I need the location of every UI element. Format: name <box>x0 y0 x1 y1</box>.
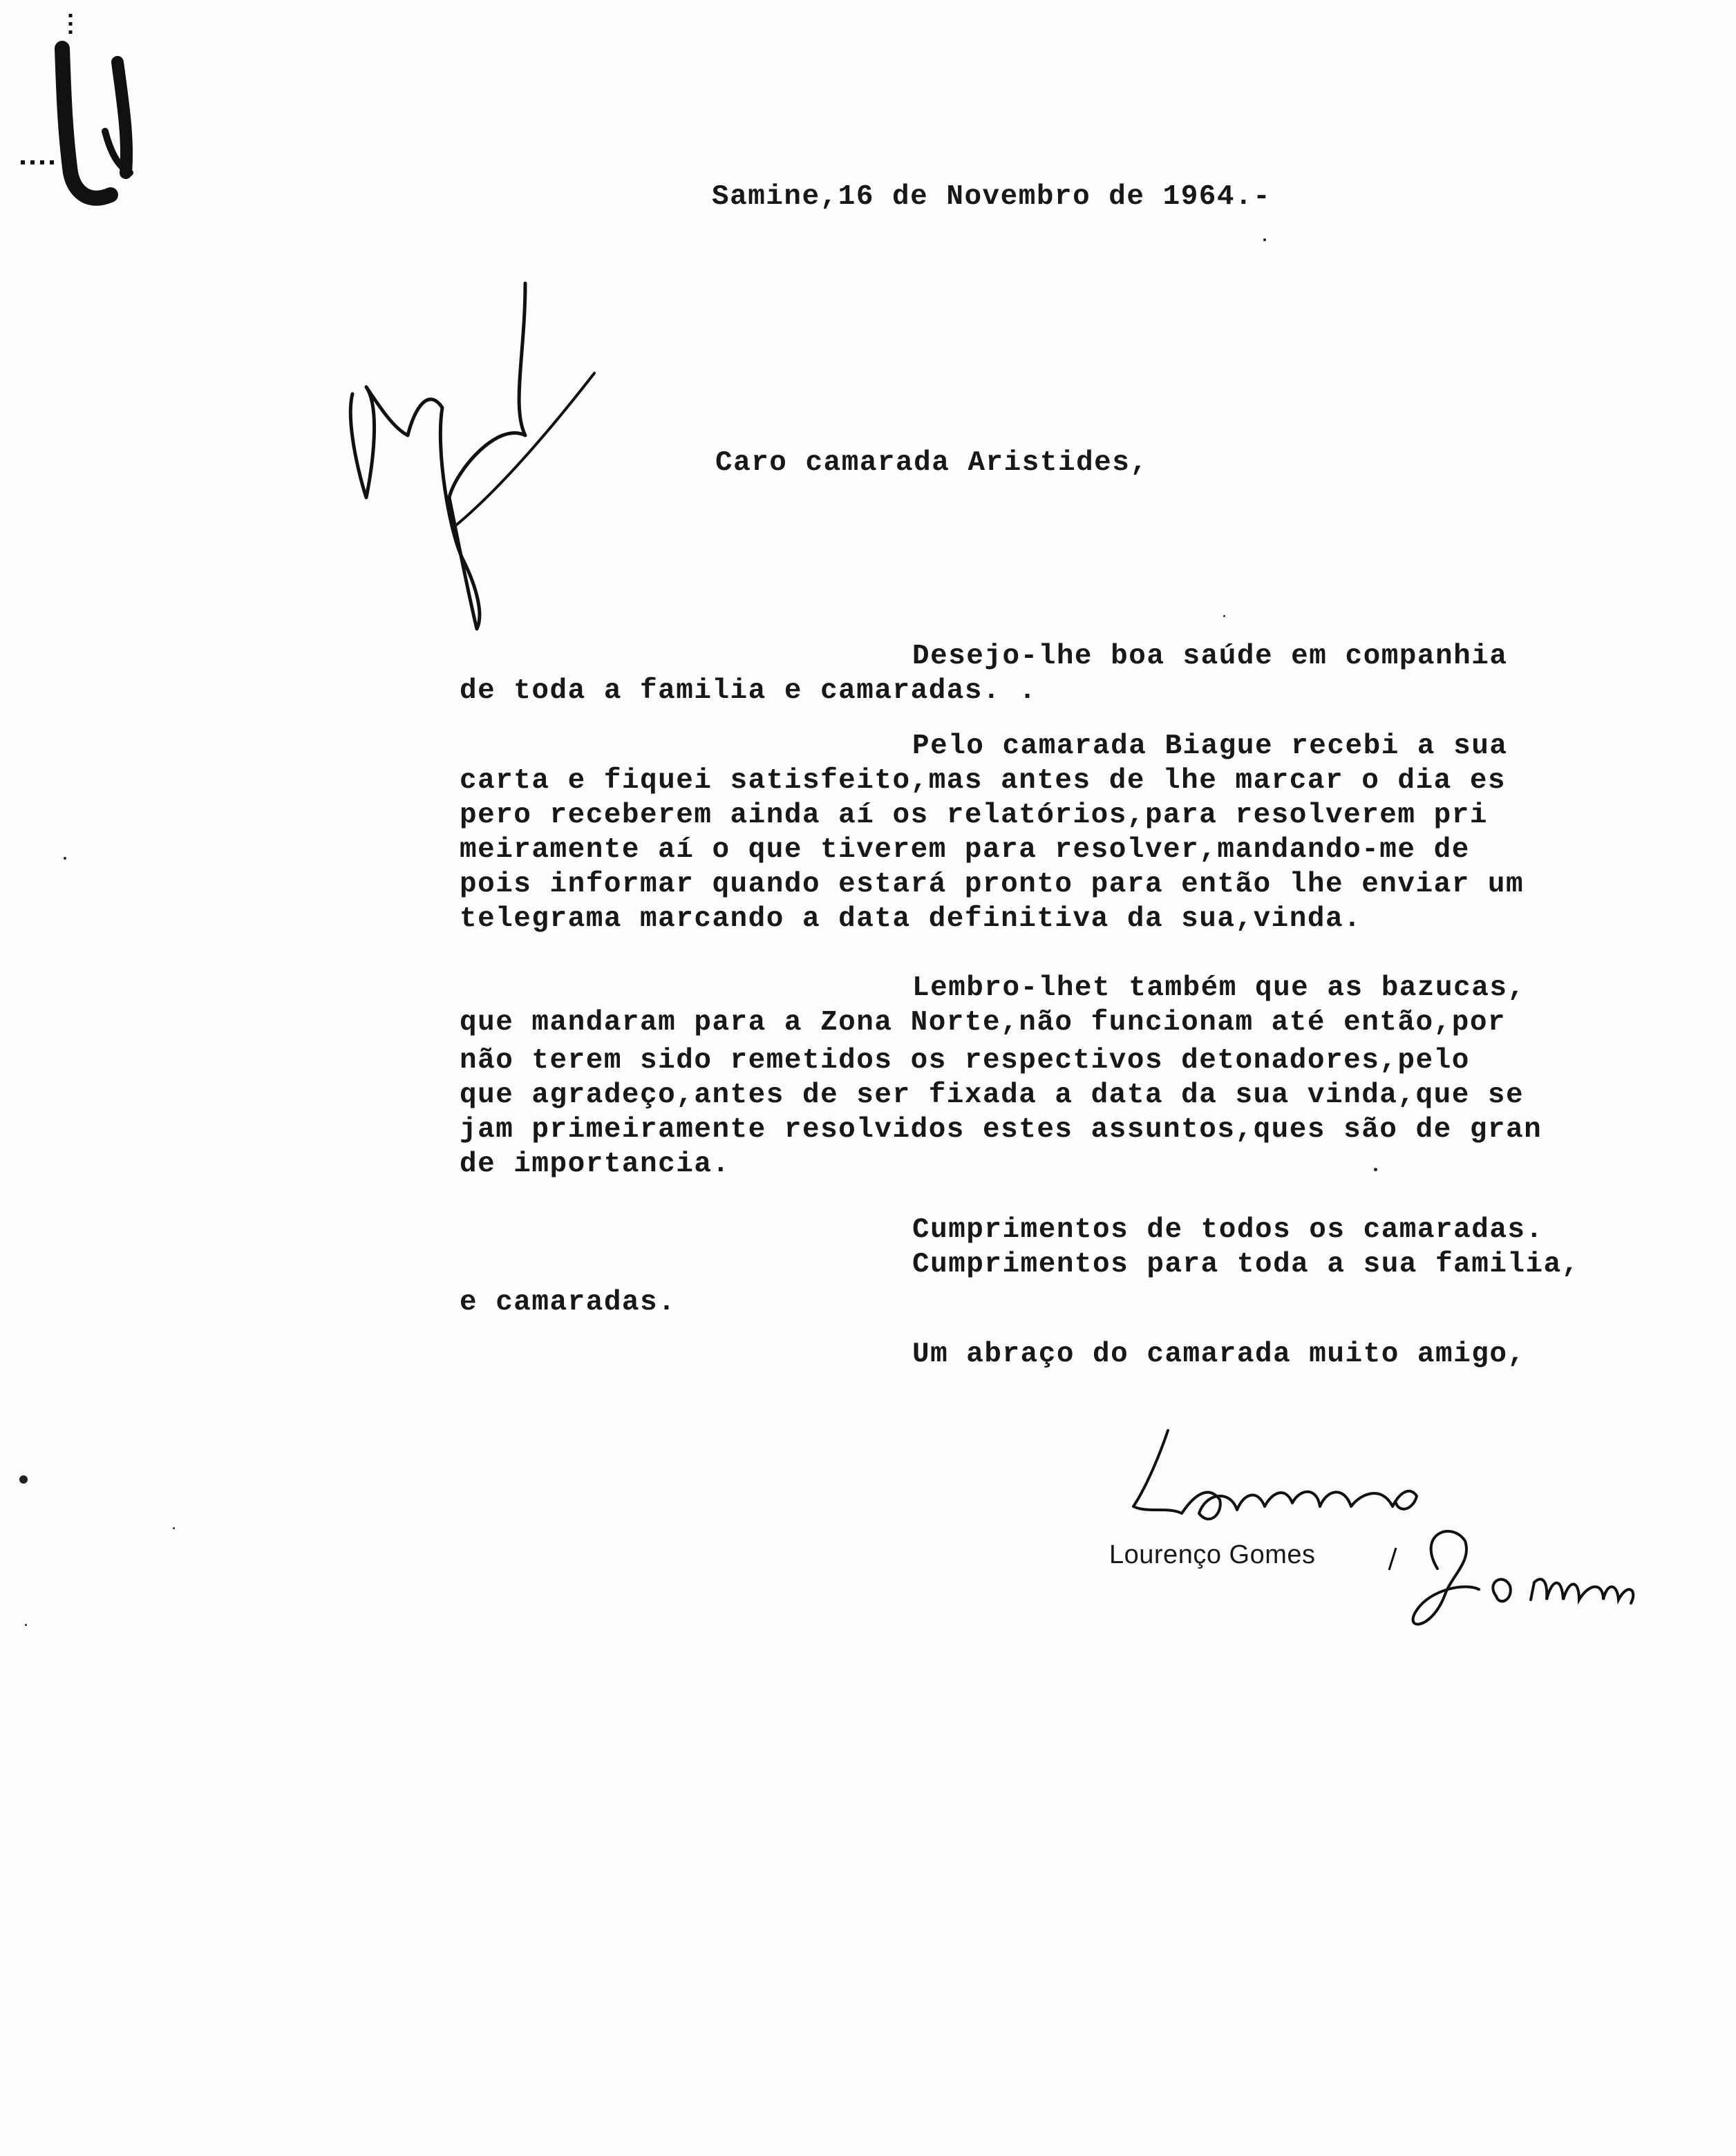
paragraph2-line4: meiramente aí o que tiverem para resolver,mandando-me de <box>460 834 1470 866</box>
paragraph3-line1: Lembro-lhet também que as bazucas, <box>912 972 1526 1004</box>
salutation: Caro camarada Aristides, <box>715 447 1149 479</box>
ink-speck <box>25 1624 27 1626</box>
paragraph2-line3: pero receberem ainda aí os relatórios,para resolverem pri <box>460 800 1488 831</box>
corner-handwritten-mark <box>14 14 145 214</box>
handwritten-signature <box>1120 1410 1672 1645</box>
paragraph3-line2: que mandaram para a Zona Norte,não funcionam até então,por <box>460 1007 1507 1039</box>
paragraph3-line6: de importancia. <box>460 1148 730 1180</box>
paragraph2-line2: carta e fiquei satisfeito,mas antes de lhe marcar o dia es <box>460 765 1507 797</box>
ink-speck <box>64 857 66 860</box>
paragraph2-line5: pois informar quando estará pronto para então lhe enviar um <box>460 869 1525 900</box>
closing-line4: Um abraço do camarada muito amigo, <box>912 1339 1526 1370</box>
ink-speck <box>173 1527 175 1529</box>
paragraph1-line2: de toda a familia e camaradas. . <box>460 675 1037 707</box>
paragraph2-line6: telegrama marcando a data definitiva da sua,vinda. <box>460 903 1362 935</box>
dateline: Samine,16 de Novembro de 1964.- <box>712 181 1272 213</box>
ink-speck <box>19 1475 28 1484</box>
typed-signature: Lourenço Gomes <box>1109 1540 1316 1569</box>
closing-line3: e camaradas. <box>460 1287 677 1318</box>
paragraph1-line1: Desejo-lhe boa saúde em companhia <box>912 641 1508 672</box>
closing-line2: Cumprimentos para toda a sua familia, <box>912 1249 1580 1280</box>
ink-speck <box>1374 1168 1377 1171</box>
paragraph3-line4: que agradeço,antes de ser fixada a data da sua vinda,que se <box>460 1079 1525 1111</box>
closing-line1: Cumprimentos de todos os camaradas. <box>912 1214 1544 1246</box>
ink-speck <box>1263 238 1266 241</box>
ink-speck <box>1223 615 1225 617</box>
paragraph3-line3: não terem sido remetidos os respectivos detonadores,pelo <box>460 1045 1470 1077</box>
paragraph2-line1: Pelo camarada Biague recebi a sua <box>912 730 1508 762</box>
handwritten-annotation <box>339 270 615 643</box>
paragraph3-line5: jam primeiramente resolvidos estes assuntos,ques são de gran <box>460 1114 1542 1146</box>
